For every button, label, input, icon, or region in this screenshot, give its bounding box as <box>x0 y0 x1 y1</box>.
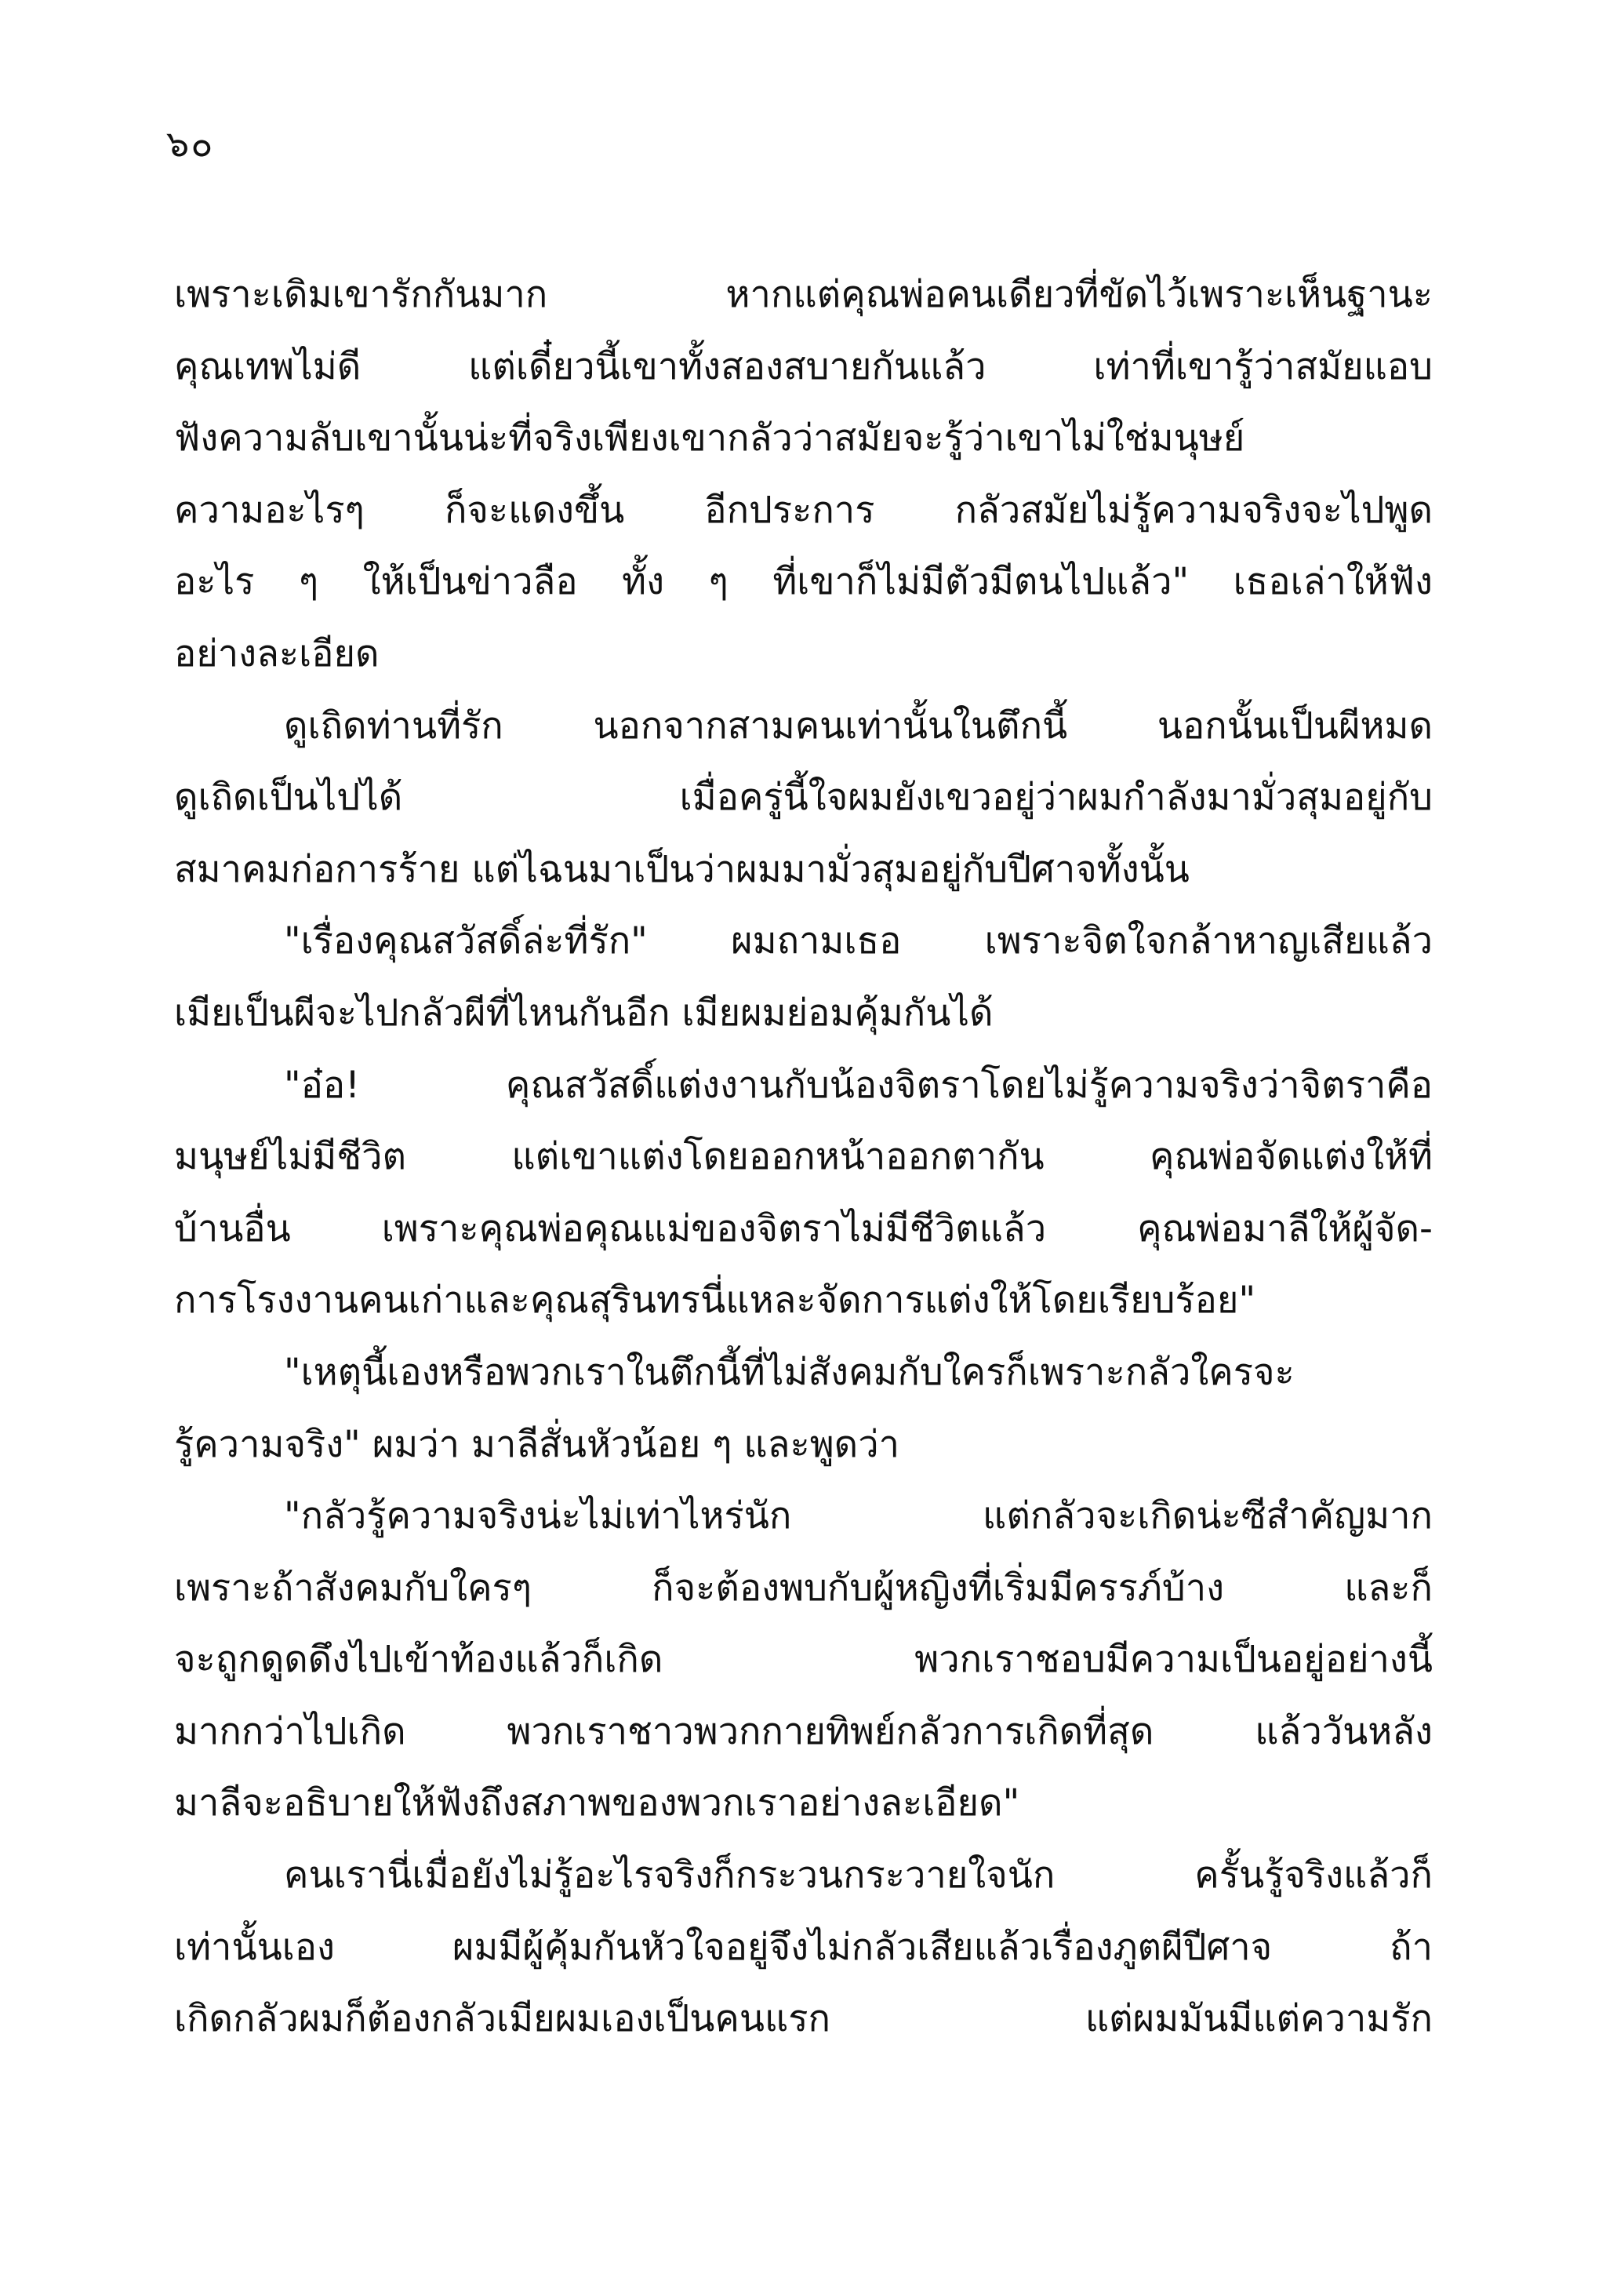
text-line: บ้านอื่น เพราะคุณพ่อคุณแม่ของจิตราไม่มีชีวิตแล้ว คุณพ่อมาลีให้ผู้จัด- <box>174 1206 1433 1250</box>
text-line: คุณเทพไม่ดี แต่เดี๋ยวนี้เขาทั้งสองสบายกันแล้ว เท่าที่เขารู้ว่าสมัยแอบ <box>174 344 1433 388</box>
page-number: ๖๐ <box>166 122 215 165</box>
text-line: อะไร ๆ ให้เป็นข่าวลือ ทั้ง ๆ ที่เขาก็ไม่มีตัวมีตนไปแล้ว" เธอเล่าให้ฟัง <box>174 560 1433 604</box>
text-line: มากกว่าไปเกิด พวกเราชาวพวกกายทิพย์กลัวการเกิดที่สุด แล้ววันหลัง <box>174 1709 1433 1753</box>
text-line: เพราะถ้าสังคมกับใครๆ ก็จะต้องพบกับผู้หญิงที่เริ่มมีครรภ์บ้าง และก็ <box>174 1566 1433 1610</box>
text-line: "กลัวรู้ความจริงน่ะไม่เท่าไหร่นัก แต่กลัวจะเกิดน่ะซีสำคัญมาก <box>284 1494 1433 1538</box>
text-line: เพราะเดิมเขารักกันมาก หากแต่คุณพ่อคนเดียวที่ขัดไว้เพราะเห็นฐานะ <box>174 273 1433 316</box>
text-line: ความอะไรๆ ก็จะแดงขึ้น อีกประการ กลัวสมัยไม่รู้ความจริงจะไปพูด <box>174 488 1433 532</box>
text-line: การโรงงานคนเก่าและคุณสุรินทรนี่แหละจัดการแต่งให้โดยเรียบร้อย" <box>174 1279 1256 1323</box>
text-line: เท่านั้นเอง ผมมีผู้คุ้มกันหัวใจอยู่จึงไม่กลัวเสียแล้วเรื่องภูตผีปีศาจ ถ้า <box>174 1925 1433 1969</box>
body-text <box>174 259 1433 2055</box>
text-line: มนุษย์ไม่มีชีวิต แต่เขาแต่งโดยออกหน้าออกตากัน คุณพ่อจัดแต่งให้ที่ <box>174 1135 1433 1179</box>
text-line: รู้ความจริง" ผมว่า มาลีสั่นหัวน้อย ๆ และพูดว่า <box>174 1422 899 1466</box>
text-line: ฟังความลับเขานั้นน่ะที่จริงเพียงเขากลัวว่าสมัยจะรู้ว่าเขาไม่ใช่มนุษย์ <box>174 417 1245 460</box>
text-line: ดูเถิดท่านที่รัก นอกจากสามคนเท่านั้นในตึกนี้ นอกนั้นเป็นผีหมด <box>284 704 1433 748</box>
text-line: จะถูกดูดดึงไปเข้าท้องแล้วก็เกิด พวกเราชอบมีความเป็นอยู่อย่างนี้ <box>174 1638 1433 1682</box>
text-line: เมียเป็นผีจะไปกลัวผีที่ไหนกันอีก เมียผมย่อมคุ้มกันได้ <box>174 991 994 1035</box>
text-line: คนเรานี่เมื่อยังไม่รู้อะไรจริงก็กระวนกระวายใจนัก ครั้นรู้จริงแล้วก็ <box>284 1854 1433 1898</box>
text-line: "เรื่องคุณสวัสดิ์ล่ะที่รัก" ผมถามเธอ เพราะจิตใจกล้าหาญเสียแล้ว <box>284 919 1433 963</box>
text-line: อย่างละเอียด <box>174 631 380 675</box>
text-line: ดูเถิดเป็นไปได้ เมื่อครู่นี้ใจผมยังเขวอยู่ว่าผมกำลังมามั่วสุมอยู่กับ <box>174 776 1433 820</box>
text-line: "อ๋อ! คุณสวัสดิ์แต่งงานกับน้องจิตราโดยไม่รู้ความจริงว่าจิตราคือ <box>284 1063 1433 1107</box>
text-line: มาลีจะอธิบายให้ฟังถึงสภาพของพวกเราอย่างละเอียด" <box>174 1781 1020 1825</box>
text-line: สมาคมก่อการร้าย แต่ไฉนมาเป็นว่าผมมามั่วสุมอยู่กับปีศาจทั้งนั้น <box>174 847 1190 891</box>
text-line: เกิดกลัวผมก็ต้องกลัวเมียผมเองเป็นคนแรก แต่ผมมันมีแต่ความรัก <box>174 1997 1433 2041</box>
text-line: "เหตุนี้เองหรือพวกเราในตึกนี้ที่ไม่สังคมกับใครก็เพราะกลัวใครจะ <box>284 1350 1295 1394</box>
